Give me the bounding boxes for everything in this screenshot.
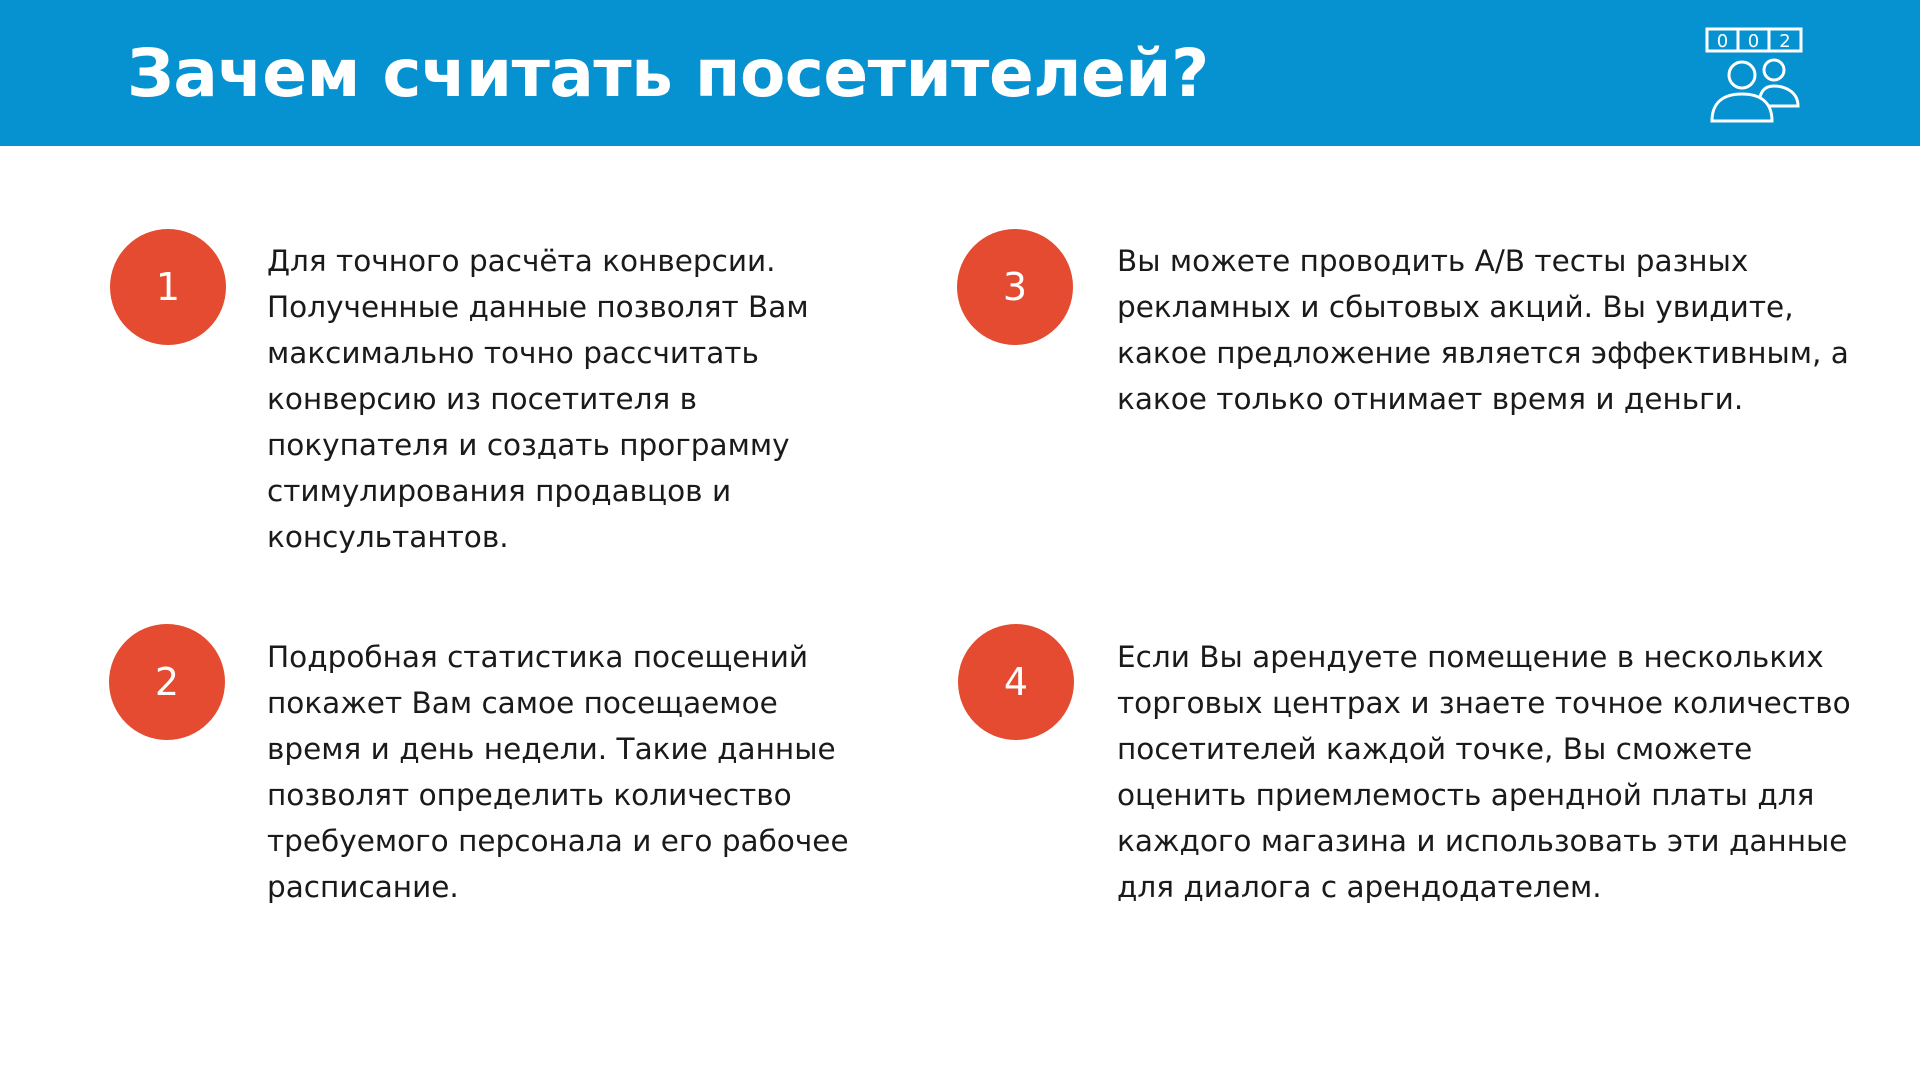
number-badge: 3 bbox=[957, 229, 1073, 345]
number-badge: 1 bbox=[110, 229, 226, 345]
number-badge: 2 bbox=[109, 624, 225, 740]
page-title: Зачем считать посетителей? bbox=[127, 35, 1209, 112]
visitor-counter-icon bbox=[1704, 26, 1804, 124]
counter-digit-1: 0 bbox=[1716, 31, 1729, 52]
item-text: Подробная статистика посещений покажет Вам самое посещаемое время и день недели. Такие данные позволят определить количество требуемого персонала и его рабочее расписание. bbox=[267, 640, 849, 904]
item-text: Если Вы арендуете помещение в нескольких торговых центрах и знаете точное количество посетителей каждой точке, Вы сможете оценить приемлемость арендной платы для каждого магазина и использовать эти данные для диалога с арендодателем. bbox=[1117, 640, 1851, 904]
number-badge: 4 bbox=[958, 624, 1074, 740]
item-text: Вы можете проводить А/В тесты разных рекламных и сбытовых акций. Вы увидите, какое предложение является эффективным, а какое только отнимает время и деньги. bbox=[1117, 244, 1849, 416]
header-bar bbox=[0, 0, 1920, 146]
counter-digit-3: 2 bbox=[1779, 31, 1791, 52]
counter-digit-2: 0 bbox=[1747, 31, 1760, 52]
item-text: Для точного расчёта конверсии. Полученные данные позволят Вам максимально точно рассчитать конверсию из посетителя в покупателя и создать программу стимулирования продавцов и консультантов. bbox=[267, 244, 809, 554]
